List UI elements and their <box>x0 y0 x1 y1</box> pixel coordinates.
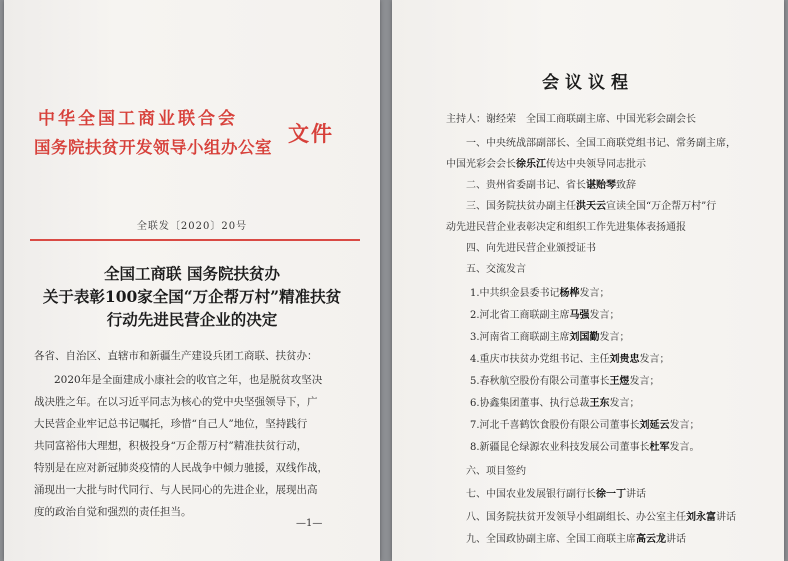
document-title-line-2: 关于表彰100家全国“万企帮万村”精准扶贫 <box>42 287 342 306</box>
document-number: 全联发〔2020〕20号 <box>136 221 248 232</box>
agenda-item <box>470 372 660 387</box>
agenda-item <box>446 218 686 233</box>
agenda-item-suffix: 讲话 <box>666 534 686 545</box>
agenda-item <box>470 284 610 299</box>
agenda-item <box>466 260 526 275</box>
agenda-item-text: 动先进民营企业表彰决定和组织工作先进集体表扬通报 <box>446 222 686 233</box>
agenda-speaker-name: 谌贻琴 <box>586 180 616 191</box>
left-document-page <box>4 0 380 561</box>
agenda-item <box>470 438 700 453</box>
agenda-item <box>466 530 686 545</box>
agenda-speaker-name: 刘国勤 <box>569 332 600 343</box>
agenda-item <box>466 197 716 212</box>
agenda-speaker-name: 洪天云 <box>576 201 606 212</box>
agenda-item-suffix: 发言； <box>669 420 700 431</box>
agenda-item <box>470 306 620 321</box>
right-agenda-page <box>392 0 784 561</box>
agenda-item-text: 四、向先进民营企业颁授证书 <box>466 243 596 254</box>
agenda-speaker-name: 王煜 <box>609 376 630 387</box>
agenda-item-text: 五、交流发言 <box>466 264 526 275</box>
agenda-speaker-name: 杜军 <box>649 442 670 453</box>
body-line-5: 特别是在应对新冠肺炎疫情的人民战争中倾力驰援，双线作战， <box>34 462 328 474</box>
agenda-item-text: 三、国务院扶贫办副主任 <box>466 201 576 212</box>
agenda-host-line: 主持人：谢经荣 全国工商联副主席、中国光彩会副会长 <box>446 114 696 125</box>
agenda-item-suffix: 讲话 <box>626 489 646 500</box>
agenda-item-suffix: 发言； <box>579 288 610 299</box>
agenda-item-text: 4.重庆市扶贫办党组书记、主任 <box>470 354 610 365</box>
agenda-item-text: 九、全国政协副主席、全国工商联主席 <box>466 534 636 545</box>
agenda-item-text: 1.中共织金县委书记 <box>470 288 560 299</box>
body-line-1: 2020年是全面建成小康社会的收官之年，也是脱贫攻坚决 <box>54 374 323 386</box>
agenda-item <box>446 155 646 170</box>
agenda-speaker-name: 刘贵忠 <box>609 354 640 365</box>
agenda-speaker-name: 王东 <box>589 398 610 409</box>
agenda-item-suffix: 发言； <box>589 310 620 321</box>
agenda-item <box>470 328 630 343</box>
agenda-item <box>466 239 596 254</box>
body-line-7: 度的政治自觉和强烈的责任担当。 <box>34 506 192 518</box>
agenda-title: 会议议程 <box>542 73 634 93</box>
agenda-item-text: 七、中国农业发展银行副行长 <box>466 489 596 500</box>
document-title-line-1: 全国工商联 国务院扶贫办 <box>104 264 280 283</box>
agenda-item-suffix: 发言； <box>599 332 630 343</box>
agenda-item <box>466 485 646 500</box>
body-line-3: 大民营企业牢记总书记嘱托，珍惜“自己人”地位，坚持践行 <box>34 418 308 430</box>
agenda-item-text: 六、项目签约 <box>466 466 526 477</box>
agenda-item <box>466 134 736 149</box>
agenda-speaker-name: 马强 <box>569 310 590 321</box>
agenda-item <box>470 416 700 431</box>
agenda-item-text: 一、中央统战部副部长、全国工商联党组书记、常务副主席， <box>466 138 736 149</box>
agenda-item <box>470 394 640 409</box>
agenda-item-text: 八、国务院扶贫开发领导小组副组长、办公室主任 <box>466 512 686 523</box>
body-line-2: 战决胜之年。在以习近平同志为核心的党中央坚强领导下，广 <box>34 396 318 408</box>
agenda-speaker-name: 徐乐江 <box>516 159 546 170</box>
agenda-item-text: 中国光彩会会长 <box>446 159 516 170</box>
agenda-speaker-name: 徐一丁 <box>596 489 626 500</box>
agenda-item <box>466 508 736 523</box>
agenda-item <box>466 462 526 477</box>
agenda-item-suffix: 发言； <box>609 398 640 409</box>
agenda-item-text: 8.新疆昆仑绿源农业科技发展公司董事长 <box>470 442 650 453</box>
red-divider-line <box>30 239 360 241</box>
agenda-item-text: 5.春秋航空股份有限公司董事长 <box>470 376 610 387</box>
agenda-item-suffix: 宣读全国“万企帮万村”行 <box>606 201 717 212</box>
agenda-item-text: 2.河北省工商联副主席 <box>470 310 570 321</box>
agenda-item-text: 6.协鑫集团董事、执行总裁 <box>470 398 590 409</box>
agenda-item-text: 3.河南省工商联副主席 <box>470 332 570 343</box>
agenda-item-text: 二、贵州省委副书记、省长 <box>466 180 586 191</box>
agenda-item-suffix: 发言； <box>629 376 660 387</box>
issuer-line-poverty-office: 国务院扶贫开发领导小组办公室 <box>34 138 272 157</box>
agenda-item-suffix: 讲话 <box>716 512 736 523</box>
body-line-6: 涌现出一大批与时代同行、与人民同心的先进企业，展现出高 <box>34 484 318 496</box>
body-line-4: 共同富裕伟大理想，积极投身“万企帮万村”精准扶贫行动， <box>34 440 308 452</box>
agenda-item-suffix: 发言； <box>639 354 670 365</box>
agenda-speaker-name: 高云龙 <box>636 534 666 545</box>
document-kind-label: 文件 <box>288 122 334 146</box>
agenda-item-text: 7.河北千喜鹤饮食股份有限公司董事长 <box>470 420 640 431</box>
body-salutation: 各省、自治区、直辖市和新疆生产建设兵团工商联、扶贫办： <box>34 350 318 362</box>
agenda-speaker-name: 刘延云 <box>639 420 670 431</box>
document-title-line-3: 行动先进民营企业的决定 <box>106 310 278 329</box>
agenda-speaker-name: 杨桦 <box>559 288 580 299</box>
page-number: —1— <box>296 518 323 529</box>
issuer-line-acfic: 中华全国工商业联合会 <box>38 109 238 129</box>
agenda-item-suffix: 发言。 <box>669 442 700 453</box>
agenda-item <box>470 350 670 365</box>
agenda-item-suffix: 致辞 <box>616 180 636 191</box>
agenda-speaker-name: 刘永富 <box>686 512 716 523</box>
agenda-item <box>466 176 636 191</box>
agenda-item-suffix: 传达中央领导同志批示 <box>546 159 646 170</box>
